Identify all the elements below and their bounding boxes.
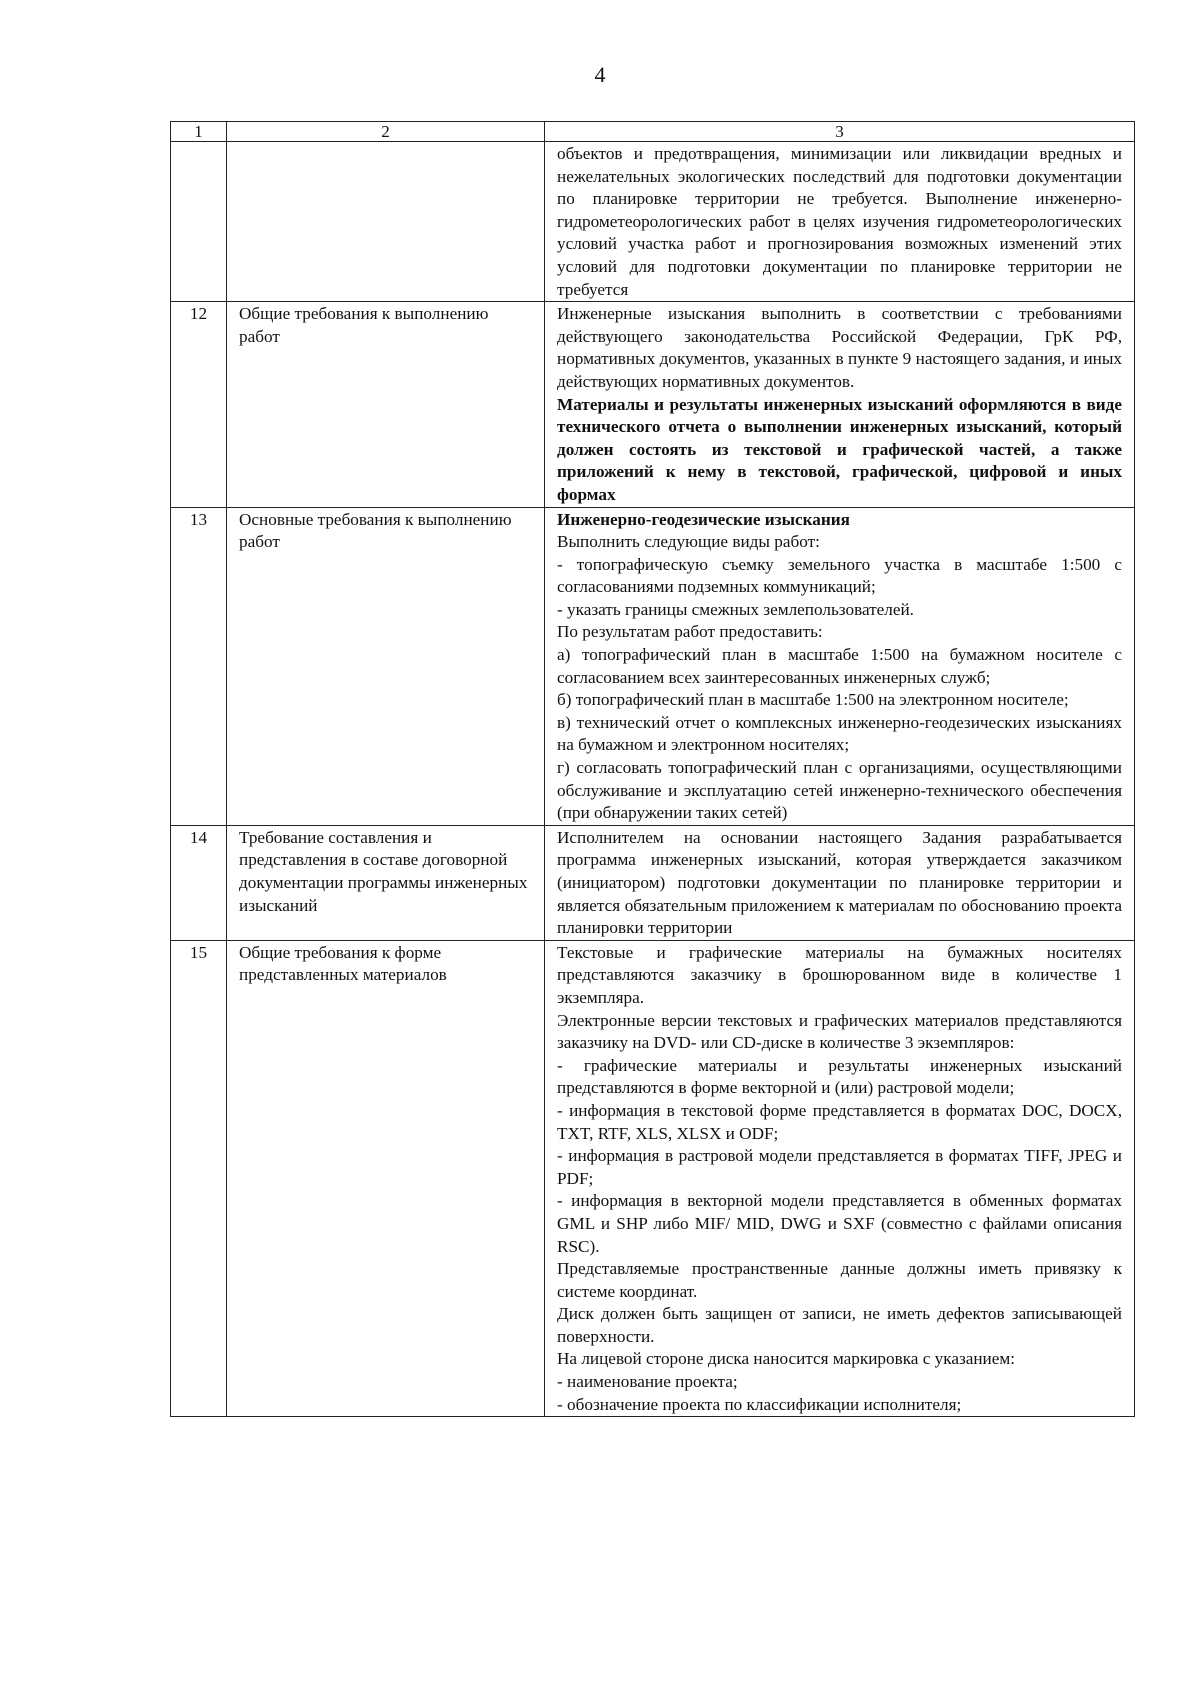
row-name: Основные требования к выполнению работ	[227, 507, 545, 825]
section-heading: Инженерно-геодезические изыскания	[557, 509, 850, 529]
row-number: 15	[171, 940, 227, 1416]
row-name	[227, 142, 545, 302]
row-number: 12	[171, 302, 227, 507]
bold-paragraph: Материалы и результаты инженерных изысканий оформляются в виде технического отчета о выполнении инженерных изысканий, который должен состоять из текстовой и графической частей, а также приложений к нему в текстовой, графической, цифровой и иных формах	[557, 394, 1122, 504]
paragraph: Текстовые и графические материалы на бумажных носителях представляются заказчику в брошюрованном виде в количестве 1 экземпляра.	[557, 942, 1122, 1007]
paragraph: На лицевой стороне диска наносится маркировка с указанием:	[557, 1349, 1016, 1369]
paragraph: г) согласовать топографический план с организациями, осуществляющими обслуживание и эксплуатацию сетей инженерно-технического обеспечения (при обнаружении таких сетей)	[557, 758, 1122, 823]
page-number: 4	[594, 62, 606, 87]
table-row	[171, 507, 1135, 825]
paragraph: Электронные версии текстовых и графических материалов представляются заказчику на DVD- или CD-диске в количестве 3 экземпляров:	[557, 1010, 1122, 1053]
table-row	[171, 825, 1135, 940]
paragraph: Выполнить следующие виды работ:	[557, 532, 820, 552]
paragraph: Инженерные изыскания выполнить в соответствии с требованиями действующего законодательства Российской Федерации, ГрК РФ, нормативных документов, указанных в пункте 9 настоящего задания, и иных действующих нормативных документов.	[557, 304, 1122, 391]
paragraph: - указать границы смежных землепользователей.	[557, 599, 914, 619]
row-content	[545, 507, 1135, 825]
table-row	[171, 940, 1135, 1416]
header-col-1: 1	[171, 122, 227, 142]
row-number: 14	[171, 825, 227, 940]
paragraph: - информация в текстовой форме представляется в форматах DOC, DOCX, TXT, RTF, XLS, XLSX и ODF;	[557, 1100, 1122, 1143]
row-content	[545, 302, 1135, 507]
row-content	[545, 825, 1135, 940]
paragraph: объектов и предотвращения, минимизации или ликвидации вредных и нежелательных экологических последствий для подготовки документации по планировке территории не требуется. Выполнение инженерно-гидрометеорологических работ в целях изучения гидрометеорологических условий участка работ и прогнозирования возможных изменений этих условий для подготовки документации по планировке территории не требуется	[557, 144, 1122, 299]
row-number	[171, 142, 227, 302]
row-content	[545, 142, 1135, 302]
table-row	[171, 142, 1135, 302]
paragraph: - информация в векторной модели представляется в обменных форматах GML и SHP либо MIF/ MID, DWG и SXF (совместно с файлами описания RSC).	[557, 1191, 1122, 1256]
paragraph: - информация в растровой модели представляется в форматах TIFF, JPEG и PDF;	[557, 1146, 1122, 1188]
paragraph: б) топографический план в масштабе 1:500 на электронном носителе;	[557, 690, 1069, 710]
row-name: Общие требования к форме представленных материалов	[227, 940, 545, 1416]
paragraph: Диск должен быть защищен от записи, не иметь дефектов записывающей поверхности.	[557, 1304, 1122, 1346]
table-header-row	[171, 122, 1135, 142]
row-name: Общие требования к выполнению работ	[227, 302, 545, 507]
paragraph: - наименование проекта;	[557, 1372, 738, 1392]
paragraph: а) топографический план в масштабе 1:500 на бумажном носителе с согласованием всех заинтересованных инженерных служб;	[557, 645, 1122, 687]
paragraph: По результатам работ предоставить:	[557, 622, 823, 642]
paragraph: Исполнителем на основании настоящего Задания разрабатывается программа инженерных изысканий, которая утверждается заказчиком (инициатором) подготовки документации по планировке территории и является обязательным приложением к материалам по обоснованию проекта планировки территории	[557, 827, 1122, 938]
table-row	[171, 302, 1135, 507]
row-name: Требование составления и представления в составе договорной документации программы инженерных изысканий	[227, 825, 545, 940]
row-content	[545, 940, 1135, 1416]
paragraph: в) технический отчет о комплексных инженерно-геодезических изысканиях на бумажном и электронном носителях;	[557, 712, 1122, 755]
paragraph: Представляемые пространственные данные должны иметь привязку к системе координат.	[557, 1259, 1122, 1301]
header-col-3: 3	[545, 122, 1135, 142]
paragraph: - обозначение проекта по классификации исполнителя;	[557, 1394, 962, 1414]
paragraph: - топографическую съемку земельного участка в масштабе 1:500 с согласованиями подземных коммуникаций;	[557, 554, 1122, 597]
row-number: 13	[171, 507, 227, 825]
paragraph: - графические материалы и результаты инженерных изысканий представляются в форме векторной и (или) растровой модели;	[557, 1055, 1122, 1098]
header-col-2: 2	[227, 122, 545, 142]
requirements-table	[170, 121, 1135, 1417]
